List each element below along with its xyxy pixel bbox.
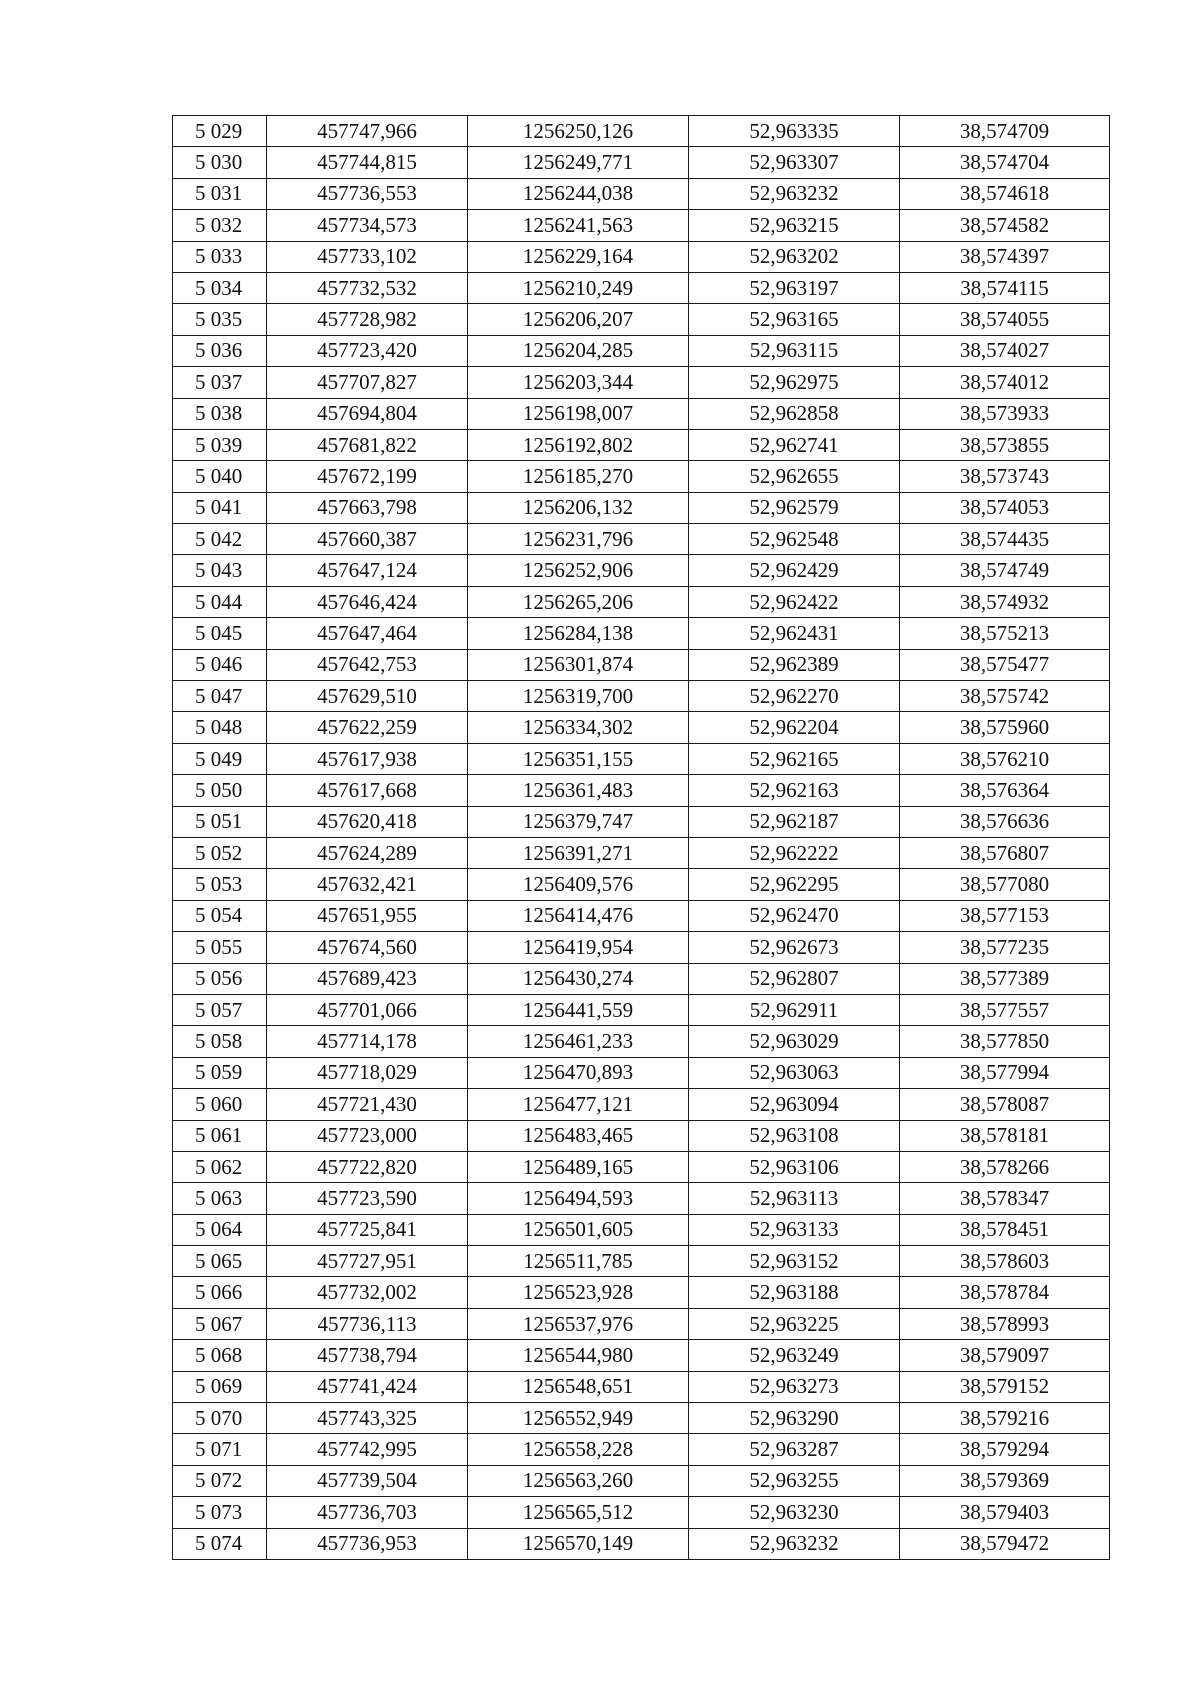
table-row [173, 963, 1110, 994]
y-coordinate-cell: 1256563,260 [468, 1465, 689, 1496]
latitude-cell: 52,962579 [689, 492, 900, 523]
longitude-cell: 38,574397 [900, 241, 1110, 272]
latitude-cell: 52,962429 [689, 555, 900, 586]
y-coordinate-cell: 1256494,593 [468, 1183, 689, 1214]
y-coordinate-cell: 1256391,271 [468, 837, 689, 868]
longitude-cell: 38,576636 [900, 806, 1110, 837]
x-coordinate-cell: 457701,066 [267, 994, 468, 1025]
point-number-cell: 5 072 [173, 1465, 267, 1496]
y-coordinate-cell: 1256252,906 [468, 555, 689, 586]
point-number-cell: 5 029 [173, 116, 267, 147]
table-row [173, 241, 1110, 272]
point-number-cell: 5 064 [173, 1214, 267, 1245]
table-row [173, 1528, 1110, 1559]
table-row [173, 116, 1110, 147]
point-number-cell: 5 062 [173, 1151, 267, 1182]
point-number-cell: 5 030 [173, 147, 267, 178]
x-coordinate-cell: 457672,199 [267, 461, 468, 492]
y-coordinate-cell: 1256501,605 [468, 1214, 689, 1245]
longitude-cell: 38,574582 [900, 210, 1110, 241]
longitude-cell: 38,578603 [900, 1246, 1110, 1277]
y-coordinate-cell: 1256441,559 [468, 994, 689, 1025]
longitude-cell: 38,578784 [900, 1277, 1110, 1308]
y-coordinate-cell: 1256250,126 [468, 116, 689, 147]
latitude-cell: 52,963273 [689, 1371, 900, 1402]
point-number-cell: 5 036 [173, 335, 267, 366]
table-row [173, 586, 1110, 617]
latitude-cell: 52,963232 [689, 1528, 900, 1559]
point-number-cell: 5 049 [173, 743, 267, 774]
point-number-cell: 5 067 [173, 1308, 267, 1339]
latitude-cell: 52,963188 [689, 1277, 900, 1308]
latitude-cell: 52,963029 [689, 1026, 900, 1057]
table-row [173, 649, 1110, 680]
longitude-cell: 38,578266 [900, 1151, 1110, 1182]
point-number-cell: 5 034 [173, 272, 267, 303]
longitude-cell: 38,574435 [900, 524, 1110, 555]
y-coordinate-cell: 1256361,483 [468, 775, 689, 806]
x-coordinate-cell: 457674,560 [267, 932, 468, 963]
point-number-cell: 5 061 [173, 1120, 267, 1151]
point-number-cell: 5 065 [173, 1246, 267, 1277]
longitude-cell: 38,577850 [900, 1026, 1110, 1057]
y-coordinate-cell: 1256301,874 [468, 649, 689, 680]
latitude-cell: 52,963255 [689, 1465, 900, 1496]
point-number-cell: 5 035 [173, 304, 267, 335]
y-coordinate-cell: 1256523,928 [468, 1277, 689, 1308]
latitude-cell: 52,962470 [689, 900, 900, 931]
table-row [173, 1497, 1110, 1528]
coordinates-table-body [173, 116, 1110, 1560]
y-coordinate-cell: 1256537,976 [468, 1308, 689, 1339]
y-coordinate-cell: 1256477,121 [468, 1089, 689, 1120]
longitude-cell: 38,579097 [900, 1340, 1110, 1371]
x-coordinate-cell: 457624,289 [267, 837, 468, 868]
y-coordinate-cell: 1256558,228 [468, 1434, 689, 1465]
x-coordinate-cell: 457663,798 [267, 492, 468, 523]
point-number-cell: 5 043 [173, 555, 267, 586]
table-row [173, 1214, 1110, 1245]
x-coordinate-cell: 457744,815 [267, 147, 468, 178]
table-row [173, 837, 1110, 868]
table-row [173, 932, 1110, 963]
table-row [173, 1308, 1110, 1339]
longitude-cell: 38,573933 [900, 398, 1110, 429]
y-coordinate-cell: 1256192,802 [468, 429, 689, 460]
y-coordinate-cell: 1256206,207 [468, 304, 689, 335]
point-number-cell: 5 068 [173, 1340, 267, 1371]
y-coordinate-cell: 1256249,771 [468, 147, 689, 178]
x-coordinate-cell: 457647,464 [267, 618, 468, 649]
table-row [173, 1120, 1110, 1151]
longitude-cell: 38,577153 [900, 900, 1110, 931]
y-coordinate-cell: 1256470,893 [468, 1057, 689, 1088]
point-number-cell: 5 038 [173, 398, 267, 429]
latitude-cell: 52,962975 [689, 367, 900, 398]
x-coordinate-cell: 457660,387 [267, 524, 468, 555]
table-row [173, 335, 1110, 366]
latitude-cell: 52,963230 [689, 1497, 900, 1528]
point-number-cell: 5 041 [173, 492, 267, 523]
latitude-cell: 52,963108 [689, 1120, 900, 1151]
x-coordinate-cell: 457722,820 [267, 1151, 468, 1182]
table-row [173, 492, 1110, 523]
point-number-cell: 5 056 [173, 963, 267, 994]
longitude-cell: 38,573743 [900, 461, 1110, 492]
y-coordinate-cell: 1256461,233 [468, 1026, 689, 1057]
y-coordinate-cell: 1256204,285 [468, 335, 689, 366]
point-number-cell: 5 037 [173, 367, 267, 398]
longitude-cell: 38,574618 [900, 178, 1110, 209]
y-coordinate-cell: 1256206,132 [468, 492, 689, 523]
x-coordinate-cell: 457617,938 [267, 743, 468, 774]
longitude-cell: 38,575742 [900, 681, 1110, 712]
latitude-cell: 52,962165 [689, 743, 900, 774]
table-row [173, 994, 1110, 1025]
y-coordinate-cell: 1256185,270 [468, 461, 689, 492]
table-row [173, 147, 1110, 178]
table-row [173, 1089, 1110, 1120]
x-coordinate-cell: 457718,029 [267, 1057, 468, 1088]
latitude-cell: 52,962911 [689, 994, 900, 1025]
x-coordinate-cell: 457747,966 [267, 116, 468, 147]
y-coordinate-cell: 1256231,796 [468, 524, 689, 555]
point-number-cell: 5 032 [173, 210, 267, 241]
latitude-cell: 52,963287 [689, 1434, 900, 1465]
table-row [173, 524, 1110, 555]
latitude-cell: 52,962858 [689, 398, 900, 429]
point-number-cell: 5 039 [173, 429, 267, 460]
longitude-cell: 38,578181 [900, 1120, 1110, 1151]
latitude-cell: 52,962422 [689, 586, 900, 617]
point-number-cell: 5 060 [173, 1089, 267, 1120]
latitude-cell: 52,963063 [689, 1057, 900, 1088]
y-coordinate-cell: 1256409,576 [468, 869, 689, 900]
x-coordinate-cell: 457689,423 [267, 963, 468, 994]
table-row [173, 461, 1110, 492]
latitude-cell: 52,962655 [689, 461, 900, 492]
latitude-cell: 52,963106 [689, 1151, 900, 1182]
point-number-cell: 5 069 [173, 1371, 267, 1402]
longitude-cell: 38,576364 [900, 775, 1110, 806]
table-row [173, 1277, 1110, 1308]
latitude-cell: 52,963225 [689, 1308, 900, 1339]
table-row [173, 398, 1110, 429]
x-coordinate-cell: 457741,424 [267, 1371, 468, 1402]
x-coordinate-cell: 457646,424 [267, 586, 468, 617]
table-row [173, 304, 1110, 335]
y-coordinate-cell: 1256548,651 [468, 1371, 689, 1402]
table-row [173, 1465, 1110, 1496]
y-coordinate-cell: 1256565,512 [468, 1497, 689, 1528]
x-coordinate-cell: 457736,553 [267, 178, 468, 209]
y-coordinate-cell: 1256379,747 [468, 806, 689, 837]
x-coordinate-cell: 457651,955 [267, 900, 468, 931]
point-number-cell: 5 063 [173, 1183, 267, 1214]
table-row [173, 1151, 1110, 1182]
y-coordinate-cell: 1256284,138 [468, 618, 689, 649]
latitude-cell: 52,962270 [689, 681, 900, 712]
y-coordinate-cell: 1256210,249 [468, 272, 689, 303]
latitude-cell: 52,963094 [689, 1089, 900, 1120]
point-number-cell: 5 050 [173, 775, 267, 806]
table-row [173, 1434, 1110, 1465]
y-coordinate-cell: 1256511,785 [468, 1246, 689, 1277]
latitude-cell: 52,962187 [689, 806, 900, 837]
latitude-cell: 52,962673 [689, 932, 900, 963]
longitude-cell: 38,574115 [900, 272, 1110, 303]
latitude-cell: 52,963290 [689, 1403, 900, 1434]
longitude-cell: 38,574749 [900, 555, 1110, 586]
y-coordinate-cell: 1256198,007 [468, 398, 689, 429]
longitude-cell: 38,577235 [900, 932, 1110, 963]
x-coordinate-cell: 457732,532 [267, 272, 468, 303]
table-row [173, 1183, 1110, 1214]
x-coordinate-cell: 457617,668 [267, 775, 468, 806]
table-row [173, 775, 1110, 806]
x-coordinate-cell: 457736,703 [267, 1497, 468, 1528]
longitude-cell: 38,574932 [900, 586, 1110, 617]
point-number-cell: 5 047 [173, 681, 267, 712]
x-coordinate-cell: 457714,178 [267, 1026, 468, 1057]
x-coordinate-cell: 457694,804 [267, 398, 468, 429]
table-row [173, 1403, 1110, 1434]
x-coordinate-cell: 457622,259 [267, 712, 468, 743]
x-coordinate-cell: 457632,421 [267, 869, 468, 900]
table-row [173, 1340, 1110, 1371]
longitude-cell: 38,577994 [900, 1057, 1110, 1088]
latitude-cell: 52,962222 [689, 837, 900, 868]
point-number-cell: 5 070 [173, 1403, 267, 1434]
y-coordinate-cell: 1256414,476 [468, 900, 689, 931]
point-number-cell: 5 044 [173, 586, 267, 617]
x-coordinate-cell: 457727,951 [267, 1246, 468, 1277]
x-coordinate-cell: 457723,000 [267, 1120, 468, 1151]
y-coordinate-cell: 1256334,302 [468, 712, 689, 743]
x-coordinate-cell: 457734,573 [267, 210, 468, 241]
point-number-cell: 5 051 [173, 806, 267, 837]
longitude-cell: 38,576807 [900, 837, 1110, 868]
longitude-cell: 38,577389 [900, 963, 1110, 994]
table-row [173, 429, 1110, 460]
latitude-cell: 52,963249 [689, 1340, 900, 1371]
longitude-cell: 38,573855 [900, 429, 1110, 460]
longitude-cell: 38,579403 [900, 1497, 1110, 1528]
x-coordinate-cell: 457723,590 [267, 1183, 468, 1214]
latitude-cell: 52,962163 [689, 775, 900, 806]
longitude-cell: 38,578993 [900, 1308, 1110, 1339]
longitude-cell: 38,579472 [900, 1528, 1110, 1559]
table-row [173, 1057, 1110, 1088]
point-number-cell: 5 031 [173, 178, 267, 209]
longitude-cell: 38,574709 [900, 116, 1110, 147]
longitude-cell: 38,575477 [900, 649, 1110, 680]
latitude-cell: 52,962548 [689, 524, 900, 555]
point-number-cell: 5 046 [173, 649, 267, 680]
table-row [173, 806, 1110, 837]
coordinates-table [172, 115, 1110, 1560]
table-row [173, 367, 1110, 398]
x-coordinate-cell: 457743,325 [267, 1403, 468, 1434]
x-coordinate-cell: 457681,822 [267, 429, 468, 460]
x-coordinate-cell: 457620,418 [267, 806, 468, 837]
longitude-cell: 38,578347 [900, 1183, 1110, 1214]
point-number-cell: 5 058 [173, 1026, 267, 1057]
table-row [173, 1371, 1110, 1402]
point-number-cell: 5 057 [173, 994, 267, 1025]
longitude-cell: 38,576210 [900, 743, 1110, 774]
y-coordinate-cell: 1256419,954 [468, 932, 689, 963]
latitude-cell: 52,962204 [689, 712, 900, 743]
longitude-cell: 38,574055 [900, 304, 1110, 335]
latitude-cell: 52,963152 [689, 1246, 900, 1277]
point-number-cell: 5 040 [173, 461, 267, 492]
x-coordinate-cell: 457721,430 [267, 1089, 468, 1120]
x-coordinate-cell: 457738,794 [267, 1340, 468, 1371]
latitude-cell: 52,963133 [689, 1214, 900, 1245]
table-row [173, 712, 1110, 743]
x-coordinate-cell: 457725,841 [267, 1214, 468, 1245]
y-coordinate-cell: 1256483,465 [468, 1120, 689, 1151]
table-row [173, 900, 1110, 931]
y-coordinate-cell: 1256430,274 [468, 963, 689, 994]
x-coordinate-cell: 457736,953 [267, 1528, 468, 1559]
x-coordinate-cell: 457647,124 [267, 555, 468, 586]
latitude-cell: 52,963115 [689, 335, 900, 366]
x-coordinate-cell: 457723,420 [267, 335, 468, 366]
x-coordinate-cell: 457742,995 [267, 1434, 468, 1465]
table-row [173, 869, 1110, 900]
table-row [173, 1026, 1110, 1057]
y-coordinate-cell: 1256489,165 [468, 1151, 689, 1182]
point-number-cell: 5 052 [173, 837, 267, 868]
latitude-cell: 52,963165 [689, 304, 900, 335]
y-coordinate-cell: 1256552,949 [468, 1403, 689, 1434]
longitude-cell: 38,579369 [900, 1465, 1110, 1496]
point-number-cell: 5 042 [173, 524, 267, 555]
y-coordinate-cell: 1256351,155 [468, 743, 689, 774]
longitude-cell: 38,579294 [900, 1434, 1110, 1465]
latitude-cell: 52,962389 [689, 649, 900, 680]
x-coordinate-cell: 457707,827 [267, 367, 468, 398]
y-coordinate-cell: 1256319,700 [468, 681, 689, 712]
point-number-cell: 5 071 [173, 1434, 267, 1465]
latitude-cell: 52,963113 [689, 1183, 900, 1214]
longitude-cell: 38,577080 [900, 869, 1110, 900]
latitude-cell: 52,963197 [689, 272, 900, 303]
table-row [173, 178, 1110, 209]
latitude-cell: 52,962741 [689, 429, 900, 460]
longitude-cell: 38,579152 [900, 1371, 1110, 1402]
y-coordinate-cell: 1256241,563 [468, 210, 689, 241]
y-coordinate-cell: 1256229,164 [468, 241, 689, 272]
latitude-cell: 52,962295 [689, 869, 900, 900]
latitude-cell: 52,962431 [689, 618, 900, 649]
table-row [173, 272, 1110, 303]
point-number-cell: 5 048 [173, 712, 267, 743]
x-coordinate-cell: 457732,002 [267, 1277, 468, 1308]
latitude-cell: 52,963215 [689, 210, 900, 241]
y-coordinate-cell: 1256570,149 [468, 1528, 689, 1559]
table-row [173, 555, 1110, 586]
longitude-cell: 38,574027 [900, 335, 1110, 366]
table-row [173, 618, 1110, 649]
point-number-cell: 5 073 [173, 1497, 267, 1528]
x-coordinate-cell: 457733,102 [267, 241, 468, 272]
longitude-cell: 38,575960 [900, 712, 1110, 743]
table-row [173, 1246, 1110, 1277]
point-number-cell: 5 054 [173, 900, 267, 931]
point-number-cell: 5 055 [173, 932, 267, 963]
point-number-cell: 5 033 [173, 241, 267, 272]
longitude-cell: 38,574704 [900, 147, 1110, 178]
latitude-cell: 52,963307 [689, 147, 900, 178]
x-coordinate-cell: 457739,504 [267, 1465, 468, 1496]
y-coordinate-cell: 1256544,980 [468, 1340, 689, 1371]
point-number-cell: 5 074 [173, 1528, 267, 1559]
longitude-cell: 38,579216 [900, 1403, 1110, 1434]
longitude-cell: 38,578087 [900, 1089, 1110, 1120]
x-coordinate-cell: 457736,113 [267, 1308, 468, 1339]
longitude-cell: 38,574053 [900, 492, 1110, 523]
longitude-cell: 38,575213 [900, 618, 1110, 649]
table-row [173, 210, 1110, 241]
x-coordinate-cell: 457629,510 [267, 681, 468, 712]
x-coordinate-cell: 457642,753 [267, 649, 468, 680]
latitude-cell: 52,963202 [689, 241, 900, 272]
x-coordinate-cell: 457728,982 [267, 304, 468, 335]
longitude-cell: 38,578451 [900, 1214, 1110, 1245]
latitude-cell: 52,962807 [689, 963, 900, 994]
latitude-cell: 52,963335 [689, 116, 900, 147]
longitude-cell: 38,577557 [900, 994, 1110, 1025]
y-coordinate-cell: 1256203,344 [468, 367, 689, 398]
table-row [173, 681, 1110, 712]
latitude-cell: 52,963232 [689, 178, 900, 209]
y-coordinate-cell: 1256265,206 [468, 586, 689, 617]
table-row [173, 743, 1110, 774]
point-number-cell: 5 066 [173, 1277, 267, 1308]
longitude-cell: 38,574012 [900, 367, 1110, 398]
point-number-cell: 5 045 [173, 618, 267, 649]
y-coordinate-cell: 1256244,038 [468, 178, 689, 209]
point-number-cell: 5 059 [173, 1057, 267, 1088]
point-number-cell: 5 053 [173, 869, 267, 900]
